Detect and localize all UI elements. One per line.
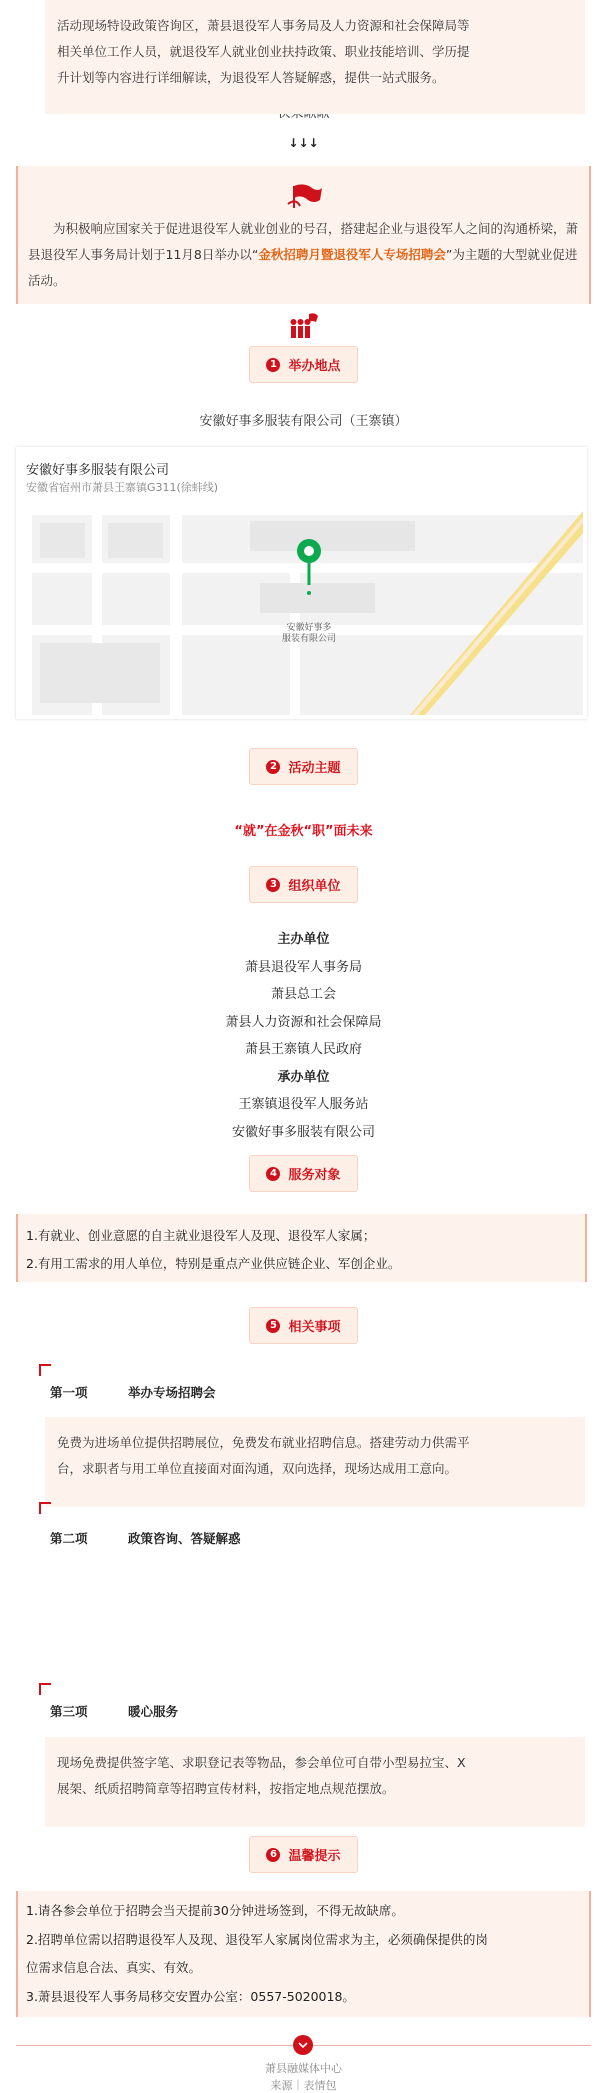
item-2-label: 第二项 <box>50 1531 88 1546</box>
host-item: 萧县王寨镇人民政府 <box>244 1042 362 1057</box>
organizer-item: 王寨镇退役军人服务站 <box>238 1097 369 1112</box>
item-3-label: 第三项 <box>50 1704 88 1719</box>
targets-box <box>16 1214 587 1282</box>
section-2-heading: 2 活动主题 <box>0 748 607 785</box>
map-title: 安徽好事多服装有限公司 <box>26 463 170 478</box>
organizer-label: 承办单位 <box>277 1069 330 1085</box>
map-card[interactable] <box>16 447 587 719</box>
tip-item: 位需求信息合法、真实、有效。 <box>26 1960 202 1975</box>
host-label: 主办单位 <box>277 932 330 947</box>
tip-item: 3.萧县退役军人事务局移交安置办公室：0557-5020018。 <box>26 1988 355 2004</box>
theme-text: “就”在金秋“职”面未来 <box>234 824 373 839</box>
corner-decoration <box>39 1364 51 1376</box>
item-1-title: 举办专场招聘会 <box>128 1385 216 1400</box>
item-2-title: 政策咨询、答疑解惑 <box>128 1531 241 1546</box>
corner-decoration <box>39 1683 51 1695</box>
tips-box <box>16 1891 591 2017</box>
section-4-heading: 4 服务对象 <box>0 1155 607 1192</box>
corner-decoration <box>39 1502 51 1514</box>
pin-label: 安徽好事多 服装有限公司 <box>281 623 336 644</box>
map-view[interactable] <box>20 503 583 715</box>
target-item: 2.有用工需求的用人单位，特别是重点产业供应链企业、军创企业。 <box>26 1256 401 1271</box>
flag-icon <box>286 182 324 210</box>
tip-item: 2.招聘单位需以招聘退役军人及现、退役军人家属岗位需求为主，必须确保提供的岗 <box>26 1931 488 1947</box>
announcement-text: 为积极响应国家关于促进退役军人就业创业的号召，搭建起企业与退役军人之间的沟通桥梁，萧县退役军人事务局计划于11月8日举办以“金秋招聘月暨退役军人专场招聘会”为主题的大型就业促进活动。 <box>28 221 579 288</box>
event-name: 金秋招聘月暨退役军人专场招聘会 <box>258 247 446 262</box>
chevron-down-icon <box>293 2035 313 2055</box>
announcement-box <box>16 166 591 304</box>
section-1-heading: 1 举办地点 <box>0 346 607 383</box>
item-2-box: 活动现场特设政策咨询区，萧县退役军人事务局及人力资源和社会保障局等 相关单位工作人员，就退役军人就业创业扶持政策、职业技能培训、学历提 升计划等内容进行详细解读，为退役军人答疑解惑，提供一站式服务。 <box>45 0 585 114</box>
section-3-heading: 3 组织单位 <box>0 866 607 903</box>
host-item: 萧县人力资源和社会保障局 <box>225 1014 382 1030</box>
venue-name: 安徽好事多服装有限公司（王寨镇） <box>199 414 408 429</box>
target-item: 1.有就业、创业意愿的自主就业退役军人及现、退役军人家属； <box>26 1228 376 1243</box>
section-5-heading: 5 相关事项 <box>0 1307 607 1344</box>
item-3-title: 暖心服务 <box>128 1704 179 1719</box>
item-3-box: 现场免费提供签字笔、求职登记表等物品，参会单位可自带小型易拉宝、X 展架、纸质招聘简章等招聘宣传材料，按指定地点规范摆放。 <box>45 1737 585 1827</box>
tip-item: 1.请各参会单位于招聘会当天提前30分钟进场签到，不得无故缺席。 <box>26 1903 404 1918</box>
footer-source: 萧县融媒体中心 <box>265 2062 342 2075</box>
section-6-heading: 6 温馨提示 <box>0 1836 607 1873</box>
host-item: 萧县总工会 <box>270 987 336 1002</box>
host-item: 萧县退役军人事务局 <box>244 959 362 975</box>
item-1-box: 免费为进场单位提供招聘展位，免费发布就业招聘信息。搭建劳动力供需平 台，求职者与用工单位直接面对面沟通，双向选择，现场达成用工意向。 <box>45 1417 585 1507</box>
down-arrows: ↓↓↓ <box>288 136 319 150</box>
item-1-label: 第一项 <box>50 1385 88 1400</box>
organizers-list <box>0 926 607 1146</box>
footer-credit: 来源｜表情包 <box>270 2079 337 2092</box>
location-pin-icon <box>292 537 326 597</box>
soldiers-icon <box>289 312 319 340</box>
map-address: 安徽省宿州市萧县王寨镇G311(徐蚌线) <box>26 481 219 494</box>
organizer-item: 安徽好事多服装有限公司 <box>231 1124 375 1140</box>
